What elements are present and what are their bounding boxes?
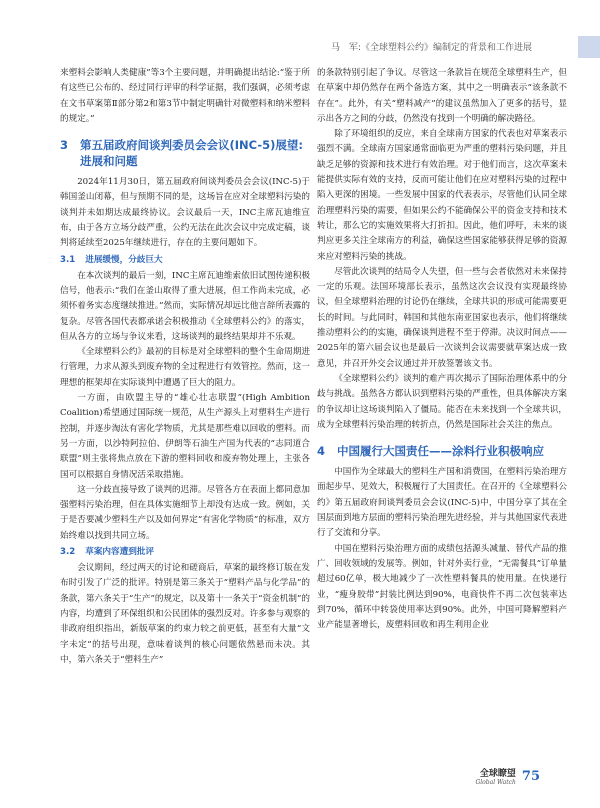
- subsection-title: 进展缓慢，分歧巨大: [85, 254, 163, 265]
- paragraph: 一方面，由欧盟主导的“雄心壮志联盟”(High Ambition Coalition)希望通过国际统一规范，从生产源头上对塑料生产进行控制，并逐步淘汰有害化学物质，尤其是那些难以回收的塑料。而另一方面，以沙特阿拉伯、伊朗等石油生产国为代表的“志同道合联盟”则主张将焦点放在下游的塑料回收和废弃物处理上，主张各国可以根据自身情况活采取措施。: [60, 393, 310, 480]
- paragraph: 《全球塑料公约》谈判的难产再次揭示了国际治理体系中的分歧与挑战。虽然各方都认识到塑料污染的严重性，但具体解决方案的争议却让这场谈判陷入了僵局。能否在未来找到一个全球共识，成为全球塑料污染治理的转折点，仍然是国际社会关注的焦点。: [317, 373, 567, 430]
- paragraph: 《全球塑料公约》最初的目标是对全球塑料的整个生命周期进行管理，力求从源头到废弃物的全过程进行有效管控。然而，这一理想的框架却在实际谈判中遭遇了巨大的阻力。: [60, 347, 310, 388]
- paragraph: 会议期间，经过两天的讨论和磋商后，草案的最终修订版在发布时引发了广泛的批评。特别是第三条关于“塑料产品与化学品”的条款，第六条关于“生产”的规定，以及第十一条关于“资金机制”的内容，均遭到了环保组织和公民团体的强烈反对。许多参与观察的非政府组织指出，新版草案的约束力较之前更低，甚至有大量“文字未定”的括号出现，意味着谈判的核心问题依然悬而未决。其中，第六条关于“塑料生产”: [60, 563, 310, 665]
- subsection-number: 3.1: [60, 254, 76, 265]
- journal-name-en: Global Watch: [475, 779, 516, 786]
- section-title: 第五届政府间谈判委员会会议(INC-5)展望:进展和问题: [80, 138, 303, 169]
- paragraph: 的条款特别引起了争议。尽管这一条款旨在规范全球塑料生产，但在草案中却仍然存在两个备选方案，其中之一明确表示“该条款不存在”。此外，有关“塑料减产”的建议虽然加入了更多的括号，显示出各方之间的分歧，仍然没有找到一个明确的解决路径。: [317, 68, 567, 124]
- header-accent-bar: [578, 36, 600, 58]
- section-number: 4: [317, 444, 326, 459]
- right-column: [317, 66, 567, 633]
- section-number: 3: [60, 138, 69, 153]
- subsection-title: 草案内容遭到批评: [85, 547, 154, 558]
- subsection-heading-3-1: [60, 253, 310, 268]
- paragraph: 这一分歧直接导致了谈判的迟滞。尽管各方在表面上都同意加强塑料污染治理，但在具体实施细节上却没有达成一致。例如，关于是否要减少塑料生产以及如何界定“有害化学物质”的标准，双方始终难以找到共同立场。: [60, 484, 310, 541]
- section-title: 中国履行大国责任——涂料行业积极响应: [337, 444, 544, 459]
- section-heading-4: [317, 443, 567, 459]
- page-number: 75: [521, 768, 540, 784]
- paragraph: 2024年11月30日，第五届政府间谈判委员会会议(INC-5)于韩国釜山闭幕，但与预期不同的是，这场旨在应对全球塑料污染的谈判并未如期达成最终协议。会议最后一天，INC主席瓦迪维宣布，由于各方立场分歧严重，公约无法在此次会议中完成定稿，谈判将延续至2025年继续进行，存在的主要问题如下。: [60, 177, 310, 249]
- journal-logo: [475, 766, 515, 786]
- paragraph: 来塑料会影响人类健康”等3个主要问题，并明确提出结论:“鉴于所有这些已公布的、经过同行评审的科学证据，我们强调，必须考虑在文书草案第Ⅱ部分第2和第3节中制定明确针对微塑料和纳米塑料的规定。”: [60, 68, 310, 124]
- paragraph: 中国在塑料污染治理方面的成绩包括源头减量、替代产品的推广、回收领域的发展等。例如，针对外卖行业，“无需餐具”订单量超过60亿单，极大地减少了一次性塑料餐具的使用量。在快递行业，“瘦身胶带”封装比例达到90%，电商快件不再二次包装率达到70%，循环中转袋使用率达到90%。此外，中国可降解塑料产业产能显著增长，废塑料回收和再生利用企业: [317, 543, 567, 631]
- paragraph: 在本次谈判的最后一刻，INC主席瓦迪维索依旧试图传递积极信号，他表示:“我们在釜山取得了重大进展，但工作尚未完成，必须怀着务实态度继续推进。”然而，实际情况却远比他言辞所表露的复杂。尽管各国代表都承诺会积极推动《全球塑料公约》的落实，但从各方的立场与争议来看，这场谈判的最终结果却并不乐观。: [60, 270, 310, 342]
- page-footer: [475, 766, 540, 786]
- paragraph: 尽管此次谈判的结局令人失望，但一些与会者依然对未来保持一定的乐观。法国环境部长表示，虽然这次会议没有实现最终协议，但全球塑料治理的讨论仍在继续，全球共识的形成可能需要更长的时间。与此同时，韩国和其他东南亚国家也表示，他们将继续推动塑料公约的实施，确保谈判进程不至于停滞。决议时间点——2025年的第六届会议也是最后一次谈判会议需要就草案达成一致意见，并召开外交会议通过并开放签署该文书。: [317, 266, 567, 369]
- journal-name: 全球瞭望: [479, 769, 516, 779]
- left-column: [60, 66, 310, 668]
- paragraph: 除了环境组织的反应，来自全球南方国家的代表也对草案表示强烈不满。全球南方国家通常面临更为严重的塑料污染问题，并且缺乏足够的资源和技术进行有效治理。对于他们而言，这次草案未能提供实际有效的支持，反而可能让他们在应对塑料污染的过程中陷入更深的困境。一些发展中国家的代表表示，尽管他们认同全球治理塑料污染的需要，但如果公约不能确保公平的资金支持和技术转让，那么它的实施效果将大打折扣。因此，他们呼吁，未来的谈判应更多关注全球南方的利益，确保这些国家能够获得足够的资源来应对塑料污染的挑战。: [317, 129, 567, 262]
- subsection-heading-3-2: [60, 545, 310, 560]
- running-title: 马 军:《全球塑料公约》编制定的背景和工作进展: [330, 43, 532, 53]
- paragraph: 中国作为全球最大的塑料生产国和消费国，在塑料污染治理方面起步早、见效大，积极履行了大国责任。在召开的《全球塑料公约》第五届政府间谈判委员会会议(INC-5)中，中国分享了其在全国层面到地方层面的塑料污染治理先进经验，并与其他国家代表进行了交流和分享。: [317, 467, 567, 539]
- section-heading-3: [60, 137, 310, 169]
- page-header: [0, 0, 600, 60]
- subsection-number: 3.2: [60, 547, 76, 558]
